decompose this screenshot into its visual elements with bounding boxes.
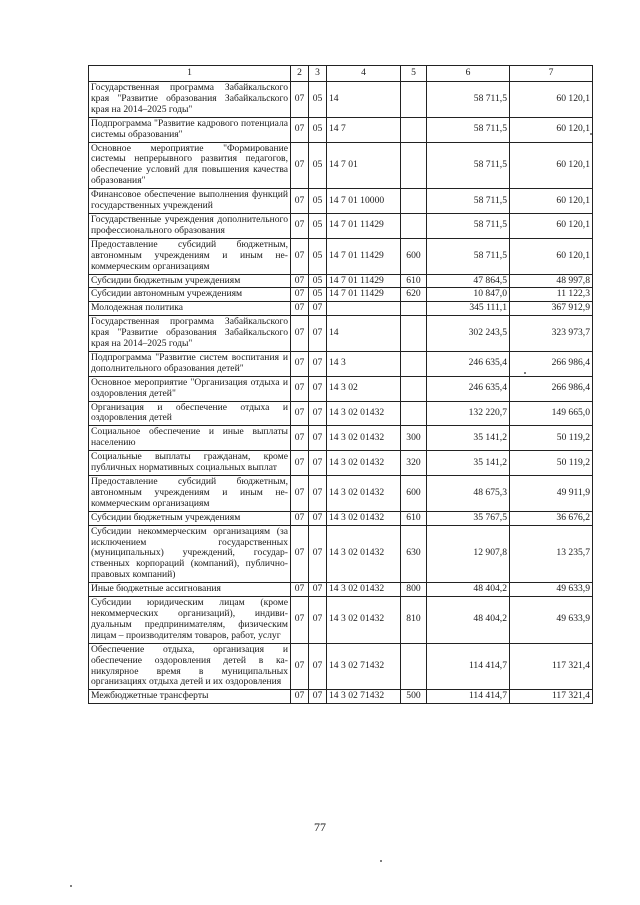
- table-row: [89, 690, 593, 704]
- cell-amount-2023: 246 635,4: [427, 376, 510, 401]
- cell-csr: 14 7: [327, 117, 401, 142]
- cell-pr: 05: [309, 288, 327, 302]
- table-row: [89, 351, 593, 376]
- table-row: [89, 302, 593, 316]
- cell-rz: 07: [291, 426, 309, 451]
- cell-pr: 05: [309, 238, 327, 274]
- cell-amount-2024: 323 973,7: [510, 316, 593, 352]
- cell-rz: 07: [291, 351, 309, 376]
- table-row: [89, 511, 593, 525]
- cell-name: Подпрограмма "Развитие кадрового потенциала системы образования": [89, 117, 291, 142]
- cell-amount-2023: 132 220,7: [427, 401, 510, 426]
- cell-pr: 05: [309, 117, 327, 142]
- cell-pr: 07: [309, 643, 327, 690]
- cell-vr: 600: [401, 476, 427, 512]
- header-row: [89, 66, 593, 82]
- cell-csr: 14 7 01 11429: [327, 238, 401, 274]
- cell-csr: 14 3 02: [327, 376, 401, 401]
- cell-amount-2024: 11 122,3: [510, 288, 593, 302]
- cell-csr: 14 3 02 01432: [327, 583, 401, 597]
- cell-name: Обеспечение отдыха, организация и обеспечение оздоровления детей в каникулярное время в муниципальных организациях отдыха детей и их оздоровления: [89, 643, 291, 690]
- cell-vr: [401, 142, 427, 189]
- cell-vr: 600: [401, 238, 427, 274]
- cell-csr: 14 3 02 01432: [327, 451, 401, 476]
- table-body: [89, 82, 593, 704]
- cell-rz: 07: [291, 401, 309, 426]
- cell-pr: 07: [309, 597, 327, 644]
- cell-amount-2023: 114 414,7: [427, 643, 510, 690]
- cell-amount-2024: 48 997,8: [510, 274, 593, 288]
- cell-rz: 07: [291, 316, 309, 352]
- table-row: [89, 142, 593, 189]
- cell-vr: [401, 189, 427, 214]
- cell-amount-2023: 35 141,2: [427, 451, 510, 476]
- cell-pr: 07: [309, 451, 327, 476]
- cell-rz: 07: [291, 376, 309, 401]
- header-cell-6: 6: [427, 66, 510, 82]
- cell-amount-2024: 36 676,2: [510, 511, 593, 525]
- cell-pr: 07: [309, 351, 327, 376]
- cell-rz: 07: [291, 288, 309, 302]
- scan-speck: [590, 133, 592, 135]
- cell-pr: 07: [309, 316, 327, 352]
- table-row: [89, 597, 593, 644]
- header-cell-2: 2: [291, 66, 309, 82]
- cell-amount-2024: 60 120,1: [510, 117, 593, 142]
- cell-amount-2024: 60 120,1: [510, 189, 593, 214]
- cell-csr: 14 7 01 11429: [327, 274, 401, 288]
- cell-rz: 07: [291, 451, 309, 476]
- cell-amount-2023: 12 907,8: [427, 525, 510, 583]
- cell-amount-2023: 302 243,5: [427, 316, 510, 352]
- cell-vr: [401, 376, 427, 401]
- cell-pr: 05: [309, 189, 327, 214]
- cell-rz: 07: [291, 117, 309, 142]
- cell-rz: 07: [291, 82, 309, 118]
- cell-amount-2024: 60 120,1: [510, 213, 593, 238]
- cell-amount-2024: 60 120,1: [510, 142, 593, 189]
- cell-rz: 07: [291, 525, 309, 583]
- cell-vr: 630: [401, 525, 427, 583]
- table-row: [89, 316, 593, 352]
- cell-amount-2024: 49 633,9: [510, 583, 593, 597]
- cell-csr: 14 3 02 01432: [327, 401, 401, 426]
- table-row: [89, 583, 593, 597]
- cell-rz: 07: [291, 213, 309, 238]
- table-row: [89, 426, 593, 451]
- cell-pr: 07: [309, 583, 327, 597]
- cell-pr: 07: [309, 511, 327, 525]
- cell-rz: 07: [291, 690, 309, 704]
- cell-name: Социальные выплаты гражданам, кроме публичных нормативных социальных выплат: [89, 451, 291, 476]
- cell-amount-2023: 58 711,5: [427, 82, 510, 118]
- cell-csr: 14 3 02 71432: [327, 690, 401, 704]
- cell-amount-2023: 47 864,5: [427, 274, 510, 288]
- cell-vr: 610: [401, 274, 427, 288]
- cell-name: Субсидии юридическим лицам (кроме некоммерческих организаций), индивидуальным предпринимателям, физическим лицам – производителям товаров, работ, услуг: [89, 597, 291, 644]
- cell-amount-2024: 367 912,9: [510, 302, 593, 316]
- cell-csr: 14 3 02 01432: [327, 476, 401, 512]
- scan-speck: [524, 372, 526, 374]
- cell-vr: 500: [401, 690, 427, 704]
- table-row: [89, 376, 593, 401]
- cell-amount-2023: 58 711,5: [427, 117, 510, 142]
- header-cell-3: 3: [309, 66, 327, 82]
- cell-pr: 05: [309, 82, 327, 118]
- cell-csr: 14 7 01: [327, 142, 401, 189]
- cell-csr: 14: [327, 316, 401, 352]
- cell-amount-2024: 266 986,4: [510, 376, 593, 401]
- cell-amount-2024: 49 911,9: [510, 476, 593, 512]
- table-row: [89, 117, 593, 142]
- cell-vr: 800: [401, 583, 427, 597]
- cell-vr: [401, 643, 427, 690]
- cell-vr: [401, 117, 427, 142]
- cell-csr: 14: [327, 82, 401, 118]
- cell-amount-2023: 58 711,5: [427, 238, 510, 274]
- cell-vr: 300: [401, 426, 427, 451]
- table-row: [89, 401, 593, 426]
- cell-rz: 07: [291, 189, 309, 214]
- cell-rz: 07: [291, 238, 309, 274]
- cell-pr: 05: [309, 274, 327, 288]
- cell-pr: 07: [309, 525, 327, 583]
- table-row: [89, 288, 593, 302]
- cell-amount-2023: 10 847,0: [427, 288, 510, 302]
- table-row: [89, 189, 593, 214]
- cell-rz: 07: [291, 476, 309, 512]
- cell-csr: 14 3: [327, 351, 401, 376]
- cell-name: Государственная программа Забайкальского края "Развитие образования Забайкальского края на 2014–2025 годы": [89, 82, 291, 118]
- cell-pr: 05: [309, 142, 327, 189]
- cell-pr: 07: [309, 426, 327, 451]
- cell-name: Финансовое обеспечение выполнения функций государственных учреждений: [89, 189, 291, 214]
- cell-amount-2023: 58 711,5: [427, 142, 510, 189]
- cell-vr: [401, 351, 427, 376]
- cell-pr: 05: [309, 213, 327, 238]
- header-cell-5: 5: [401, 66, 427, 82]
- table-row: [89, 274, 593, 288]
- cell-amount-2023: 345 111,1: [427, 302, 510, 316]
- cell-csr: [327, 302, 401, 316]
- header-cell-4: 4: [327, 66, 401, 82]
- cell-amount-2023: 48 404,2: [427, 597, 510, 644]
- cell-name: Основное мероприятие "Формирование системы непрерывного развития педагогов, обеспечение условий для повышения качества образования": [89, 142, 291, 189]
- cell-name: Субсидии бюджетным учреждениям: [89, 511, 291, 525]
- cell-amount-2023: 246 635,4: [427, 351, 510, 376]
- cell-amount-2023: 58 711,5: [427, 213, 510, 238]
- cell-name: Субсидии автономным учреждениям: [89, 288, 291, 302]
- scan-speck: [70, 885, 72, 887]
- cell-name: Молодежная политика: [89, 302, 291, 316]
- cell-amount-2023: 35 767,5: [427, 511, 510, 525]
- cell-amount-2024: 117 321,4: [510, 690, 593, 704]
- cell-name: Предоставление субсидий бюджетным, автономным учреждениям и иным некоммерческим организациям: [89, 238, 291, 274]
- cell-amount-2023: 114 414,7: [427, 690, 510, 704]
- cell-name: Государственные учреждения дополнительного профессионального образования: [89, 213, 291, 238]
- cell-name: Организация и обеспечение отдыха и оздоровления детей: [89, 401, 291, 426]
- cell-name: Межбюджетные трансферты: [89, 690, 291, 704]
- table-row: [89, 238, 593, 274]
- cell-vr: [401, 82, 427, 118]
- cell-csr: 14 3 02 01432: [327, 525, 401, 583]
- cell-rz: 07: [291, 142, 309, 189]
- cell-name: Субсидии некоммерческим организациям (за исключением государственных (муниципальных) учреждений, государственных корпораций (компаний), публично-правовых компаний): [89, 525, 291, 583]
- cell-pr: 07: [309, 302, 327, 316]
- cell-csr: 14 3 02 01432: [327, 597, 401, 644]
- cell-csr: 14 3 02 71432: [327, 643, 401, 690]
- cell-amount-2024: 149 665,0: [510, 401, 593, 426]
- cell-vr: 810: [401, 597, 427, 644]
- cell-rz: 07: [291, 643, 309, 690]
- cell-csr: 14 7 01 11429: [327, 213, 401, 238]
- cell-name: Основное мероприятие "Организация отдыха и оздоровления детей": [89, 376, 291, 401]
- cell-csr: 14 7 01 11429: [327, 288, 401, 302]
- cell-csr: 14 3 02 01432: [327, 426, 401, 451]
- table-row: [89, 476, 593, 512]
- cell-rz: 07: [291, 597, 309, 644]
- cell-amount-2023: 48 404,2: [427, 583, 510, 597]
- cell-rz: 07: [291, 274, 309, 288]
- cell-csr: 14 3 02 01432: [327, 511, 401, 525]
- cell-vr: [401, 213, 427, 238]
- table-row: [89, 525, 593, 583]
- cell-amount-2024: 49 633,9: [510, 597, 593, 644]
- cell-amount-2024: 13 235,7: [510, 525, 593, 583]
- page-number: 77: [314, 820, 326, 834]
- cell-name: Иные бюджетные ассигнования: [89, 583, 291, 597]
- cell-rz: 07: [291, 583, 309, 597]
- cell-name: Подпрограмма "Развитие систем воспитания и дополнительного образования детей": [89, 351, 291, 376]
- table-row: [89, 213, 593, 238]
- table-row: [89, 451, 593, 476]
- cell-pr: 07: [309, 376, 327, 401]
- cell-vr: 320: [401, 451, 427, 476]
- table-row: [89, 82, 593, 118]
- cell-amount-2023: 48 675,3: [427, 476, 510, 512]
- cell-amount-2024: 60 120,1: [510, 82, 593, 118]
- cell-pr: 07: [309, 401, 327, 426]
- cell-vr: 610: [401, 511, 427, 525]
- cell-rz: 07: [291, 511, 309, 525]
- scan-speck: [380, 860, 382, 862]
- cell-rz: 07: [291, 302, 309, 316]
- cell-vr: [401, 302, 427, 316]
- cell-name: Государственная программа Забайкальского края "Развитие образования Забайкальского края на 2014–2025 годы": [89, 316, 291, 352]
- table-row: [89, 643, 593, 690]
- cell-pr: 07: [309, 690, 327, 704]
- header-cell-1: 1: [89, 66, 291, 82]
- cell-amount-2024: 60 120,1: [510, 238, 593, 274]
- cell-amount-2024: 50 119,2: [510, 451, 593, 476]
- cell-vr: [401, 401, 427, 426]
- cell-csr: 14 7 01 10000: [327, 189, 401, 214]
- cell-name: Субсидии бюджетным учреждениям: [89, 274, 291, 288]
- cell-amount-2023: 58 711,5: [427, 189, 510, 214]
- budget-table: [88, 65, 593, 704]
- cell-amount-2024: 50 119,2: [510, 426, 593, 451]
- cell-vr: [401, 316, 427, 352]
- cell-amount-2023: 35 141,2: [427, 426, 510, 451]
- header-cell-7: 7: [510, 66, 593, 82]
- cell-amount-2024: 117 321,4: [510, 643, 593, 690]
- cell-name: Социальное обеспечение и иные выплаты населению: [89, 426, 291, 451]
- cell-pr: 07: [309, 476, 327, 512]
- cell-name: Предоставление субсидий бюджетным, автономным учреждениям и иным некоммерческим организациям: [89, 476, 291, 512]
- cell-amount-2024: 266 986,4: [510, 351, 593, 376]
- cell-vr: 620: [401, 288, 427, 302]
